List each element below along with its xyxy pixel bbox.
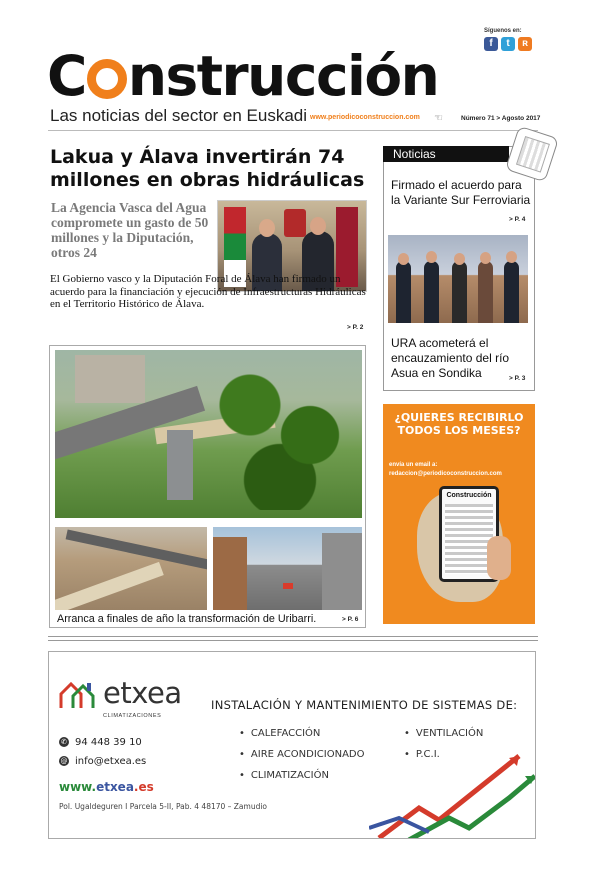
person-head (310, 217, 326, 235)
lead-body: El Gobierno vasco y la Diputación Foral de Álava han firmado un acuerdo para la financiación y ejecución de Infraestructuras Hidráulicas en el Territorio Histórico de Álava. (50, 273, 366, 311)
at-icon: @ (60, 757, 68, 765)
elevator-tower (167, 430, 193, 500)
divider (48, 640, 538, 641)
newspaper-logo (47, 44, 438, 108)
person (424, 261, 439, 323)
path (55, 562, 164, 610)
logo-initial: C (47, 44, 86, 108)
tablet-logo: Construcción (446, 492, 492, 499)
etxea-title: INSTALACIÓN Y MANTENIMIENTO DE SISTEMAS DE: (211, 698, 518, 712)
news-item-page-ref[interactable]: > P. 4 (509, 216, 526, 223)
car (283, 583, 293, 589)
news-item-asua[interactable]: URA acometerá el encauzamiento del río Asua en Sondika (391, 336, 510, 380)
bridge (66, 530, 207, 571)
person (504, 261, 519, 323)
issue-number: Número 71 > Agosto 2017 (461, 115, 541, 122)
news-sidebar-title: Noticias (383, 146, 509, 162)
phone-number: 94 448 39 10 (75, 737, 142, 748)
email-address: info@etxea.es (75, 756, 147, 767)
hardhat-ring-icon (87, 59, 127, 99)
cursor-hand-icon: ☜ (434, 113, 443, 124)
lead-headline: Lakua y Álava invertirán 74 millones en obras hidráulicas (50, 146, 365, 191)
person (478, 261, 493, 323)
lead-page-ref[interactable]: > P. 2 (347, 324, 364, 331)
service-item: • P.C.I. (404, 749, 440, 760)
facebook-icon[interactable]: f (484, 37, 498, 51)
service-item: • VENTILACIÓN (404, 728, 483, 739)
news-photo (388, 235, 528, 323)
uribarri-render-main (55, 350, 362, 518)
person-head (454, 253, 465, 265)
feature-page-ref[interactable]: > P. 6 (342, 616, 359, 623)
rss-icon[interactable]: ʀ (518, 37, 532, 51)
growth-arrows-graphic (369, 748, 536, 839)
website-link[interactable]: www.periodicoconstruccion.com (310, 114, 420, 121)
logo-rest: nstrucción (127, 44, 439, 108)
lead-subhead: La Agencia Vasca del Agua compromete un gasto de 50 millones y la Diputación, otros 24 (51, 200, 209, 260)
uribarri-render-street (213, 527, 362, 610)
person (452, 261, 467, 323)
subscribe-email[interactable]: redaccion@periodicoconstruccion.com (389, 471, 502, 477)
service-item: • CALEFACCIÓN (239, 728, 320, 739)
subscribe-email-label: envía un email a: (389, 462, 438, 468)
social-label: Síguenos en: (484, 28, 522, 34)
person-head (506, 251, 517, 263)
subscribe-ad[interactable] (383, 404, 535, 624)
hand (487, 536, 511, 580)
etxea-subtitle: CLIMATIZACIONES (103, 713, 162, 719)
etxea-email[interactable] (59, 756, 146, 767)
service-item: • CLIMATIZACIÓN (239, 770, 329, 781)
feature-caption: Arranca a finales de año la transformación de Uribarri. (57, 613, 317, 625)
building-wall (322, 533, 362, 610)
news-item-variante-sur[interactable]: Firmado el acuerdo para la Variante Sur Ferroviaria (391, 178, 531, 207)
uribarri-render-bridge (55, 527, 207, 610)
etxea-address: Pol. Ugaldeguren I Parcela 5-II, Pab. 4 48170 – Zamudio (59, 802, 268, 811)
trees (205, 360, 355, 510)
person-head (426, 251, 437, 263)
person-head (480, 252, 491, 264)
person-head (398, 253, 409, 265)
divider (48, 636, 538, 637)
phone-icon: ✆ (59, 737, 69, 747)
person (396, 261, 411, 323)
crest (284, 209, 306, 237)
building-wall (213, 537, 247, 610)
person-head (259, 219, 275, 237)
etxea-name: etxea (103, 676, 182, 710)
etxea-website[interactable]: www.etxea.es (59, 780, 154, 794)
subscribe-question: ¿QUIERES RECIBIRLO TODOS LOS MESES? (394, 411, 524, 437)
service-item: • AIRE ACONDICIONADO (239, 749, 365, 760)
house-logo-icon (59, 680, 97, 710)
masthead-divider (48, 130, 538, 131)
tablet-screen (445, 504, 493, 574)
twitter-icon[interactable]: t (501, 37, 515, 51)
tagline: Las noticias del sector en Euskadi (50, 106, 308, 125)
etxea-phone[interactable] (59, 737, 142, 748)
news-item-page-ref[interactable]: > P. 3 (509, 375, 526, 382)
building (75, 355, 145, 403)
etxea-ad[interactable] (48, 651, 536, 839)
social-links (484, 37, 532, 51)
